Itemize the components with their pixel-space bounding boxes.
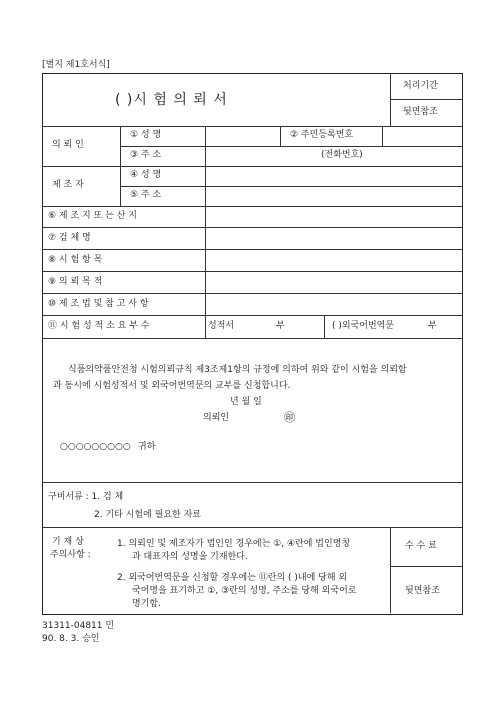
translation-label: ( )외국어번역문	[332, 321, 395, 331]
addressee: ○○○○○○○○○	[60, 442, 131, 452]
form-id: [별지 제1호서식]	[42, 60, 110, 70]
note-1-line-2: 과 대표자의 성명을 기재한다.	[132, 552, 248, 562]
manufacturer-address-field[interactable]	[207, 188, 459, 204]
resident-no-label: ② 주민등록번호	[290, 130, 354, 140]
note-2-line-1: 2. 외국어번역문을 신청할 경우에는 ⑪란의 ( )내에 당해 외	[117, 573, 348, 583]
approval-date: 90. 8. 3. 승인	[42, 634, 100, 644]
application-date: 년 월 일	[230, 397, 262, 407]
requester-name-label: ① 성 명	[130, 130, 162, 140]
note-1-line-1: 1. 의뢰인 및 제조자가 법인인 경우에는 ①, ④란에 법인명칭	[117, 539, 351, 549]
phone-label: (전화번호)	[321, 150, 363, 160]
requester-address-field[interactable]	[207, 148, 317, 164]
statement-line-1: 식품의약품안전청 시험의뢰규칙 제3조제1항의 규정에 의하여 위와 같이 시험을 의뢰함	[68, 365, 407, 375]
requester-address-label: ③ 주 소	[130, 150, 162, 160]
translation-unit: 부	[428, 321, 437, 331]
resident-no-field[interactable]	[384, 128, 459, 144]
certificate-copies-field[interactable]	[240, 319, 272, 334]
fee-label: 수 수 료	[405, 541, 437, 551]
certificate-label: 성적서	[208, 321, 235, 331]
documents-label: 구비서류 : 1. 검 체	[48, 492, 124, 502]
addressee-honorific: 귀하	[138, 442, 156, 452]
test-items-field[interactable]	[207, 252, 459, 269]
copies-label: ⑪ 시 험 성 적 소 요 부 수	[48, 321, 150, 331]
seal-mark: ㊞	[284, 411, 295, 424]
manufacturer-name-field[interactable]	[207, 168, 459, 184]
notes-label-2: 주의사항 :	[50, 550, 91, 560]
origin-field[interactable]	[207, 208, 459, 225]
fee-value: 뒷면참조	[405, 586, 440, 596]
specimen-name-field[interactable]	[207, 230, 459, 247]
origin-label: ⑥ 제 조 지 또 는 산 지	[48, 211, 137, 221]
specimen-name-label: ⑦ 검 체 명	[48, 233, 91, 243]
requester-name-field[interactable]	[207, 128, 278, 144]
purpose-field[interactable]	[207, 274, 459, 291]
manufacturer-address-label: ⑤ 주 소	[130, 190, 162, 200]
test-items-label: ⑧ 시 험 항 목	[48, 255, 103, 265]
certificate-unit: 부	[276, 321, 285, 331]
purpose-label: ⑨ 의 뢰 목 적	[48, 277, 103, 287]
manufacturer-section-label: 제 조 자	[52, 180, 84, 190]
statement-line-2: 과 동시에 시험성적서 및 외국어번역문의 교부를 신청합니다.	[53, 381, 291, 391]
notes-label-1: 기 재 상	[52, 537, 84, 547]
signer-field[interactable]	[234, 411, 282, 425]
requester-section-label: 의 뢰 인	[52, 140, 84, 150]
processing-period-label: 처리기간	[403, 81, 438, 91]
processing-period-value: 뒷면참조	[403, 107, 438, 117]
note-2-line-2: 국어명을 표기하고 ①, ③란의 성명, 주소를 당해 외국어로	[132, 586, 357, 596]
form-title: ( )시 험 의 뢰 서	[115, 92, 228, 108]
form-code: 31311-04811 민	[42, 621, 115, 631]
method-field[interactable]	[207, 296, 459, 313]
method-label: ⑩ 제 조 법 및 참 고 사 항	[48, 299, 149, 309]
note-2-line-3: 명기함.	[132, 599, 161, 609]
signer-label: 의뢰인	[203, 413, 230, 423]
documents-item-2: 2. 기타 시험에 필요한 자료	[94, 510, 201, 520]
manufacturer-name-label: ④ 성 명	[130, 170, 162, 180]
